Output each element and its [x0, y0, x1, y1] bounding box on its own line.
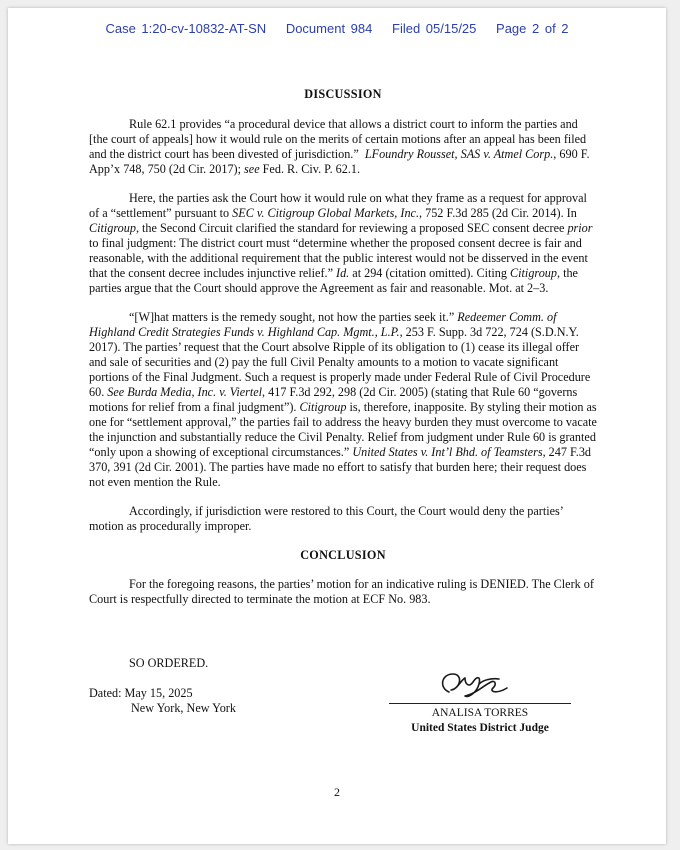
- dated-line: Dated: May 15, 2025: [89, 686, 193, 700]
- filed-date: Filed 05/15/25: [392, 21, 477, 36]
- discussion-heading: DISCUSSION: [304, 87, 382, 101]
- so-ordered: SO ORDERED.: [129, 656, 209, 670]
- judge-title: United States District Judge: [411, 722, 549, 734]
- document-body: [89, 87, 597, 607]
- discussion-paragraph-1: Rule 62.1 provides “a procedural device that allows a district court to inform the parties and [the court of appeals] how it would rule on the merits of certain motions after an appeal has been filed and the district court has been divested of jurisdiction.” LFoundry Rousset, SAS v. Atmel Corp., 690 F. App’x 748, 750 (2d Cir. 2017); see Fed. R. Civ. P. 62.1.: [89, 117, 590, 176]
- dated-block: [89, 686, 236, 716]
- discussion-paragraph-4: Accordingly, if jurisdiction were restored to this Court, the Court would deny the parties’ motion as procedurally improper.: [89, 504, 563, 533]
- conclusion-heading: CONCLUSION: [300, 548, 386, 562]
- document-page: [8, 8, 666, 844]
- page-indicator: Page 2 of 2: [496, 21, 569, 36]
- discussion-paragraph-2: Here, the parties ask the Court how it would rule on what they frame as a request for approval of a “settlement” pursuant to SEC v. Citigroup Global Markets, Inc., 752 F.3d 285 (2d Cir. 2014). In Citigroup, the Second Circuit clarified the standard for reviewing a proposed SEC consent decree prior to final judgment: The district court must “determine whether the proposed consent decree is fair and reasonable, with the additional requirement that the public interest would not be disserved in the event that the consent decree includes injunctive relief.” Id. at 294 (citation omitted). Citing Citigroup, the parties argue that the Court should approve the Agreement as fair and reasonable. Mot. at 2–3.: [89, 191, 593, 295]
- conclusion-paragraph: For the foregoing reasons, the parties’ motion for an indicative ruling is DENIED. The Clerk of Court is respectfully directed to terminate the motion at ECF No. 983.: [89, 577, 594, 606]
- dated-location: New York, New York: [131, 701, 236, 715]
- case-number: Case 1:20-cv-10832-AT-SN: [105, 21, 267, 36]
- case-header: [8, 21, 666, 36]
- discussion-paragraph-3: “[W]hat matters is the remedy sought, not how the parties seek it.” Redeemer Comm. of Highland Credit Strategies Funds v. Highland Cap. Mgmt., L.P., 253 F. Supp. 3d 722, 724 (S.D.N.Y. 2017). The parties’ request that the Court absolve Ripple of its obligation to (1) cease its illegal offer and sale of securities and (2) pay the full Civil Penalty amounts to a motion to vacate significant portions of the Final Judgment. Such a request is properly made under Federal Rule of Civil Procedure 60. See Burda Media, Inc. v. Viertel, 417 F.3d 292, 298 (2d Cir. 2005) (stating that Rule 60 “governs motions for relief from a final judgment”). Citigroup is, therefore, inapposite. By styling their motion as one for “settlement approval,” the parties fail to address the heavy burden they must overcome to vacate the injunction and substantially reduce the Civil Penalty. Relief from judgment under Rule 60 is granted “only upon a showing of exceptional circumstances.” United States v. Int’l Bhd. of Teamsters, 247 F.3d 370, 391 (2d Cir. 2001). The parties have made no effort to satisfy that burden here; their request does not even mention the Rule.: [89, 310, 597, 489]
- judge-name: ANALISA TORRES: [431, 707, 529, 719]
- handwritten-signature: [435, 666, 525, 704]
- document-number: Document 984: [285, 21, 373, 36]
- signature-line: [389, 703, 571, 704]
- page-number: 2: [334, 785, 340, 799]
